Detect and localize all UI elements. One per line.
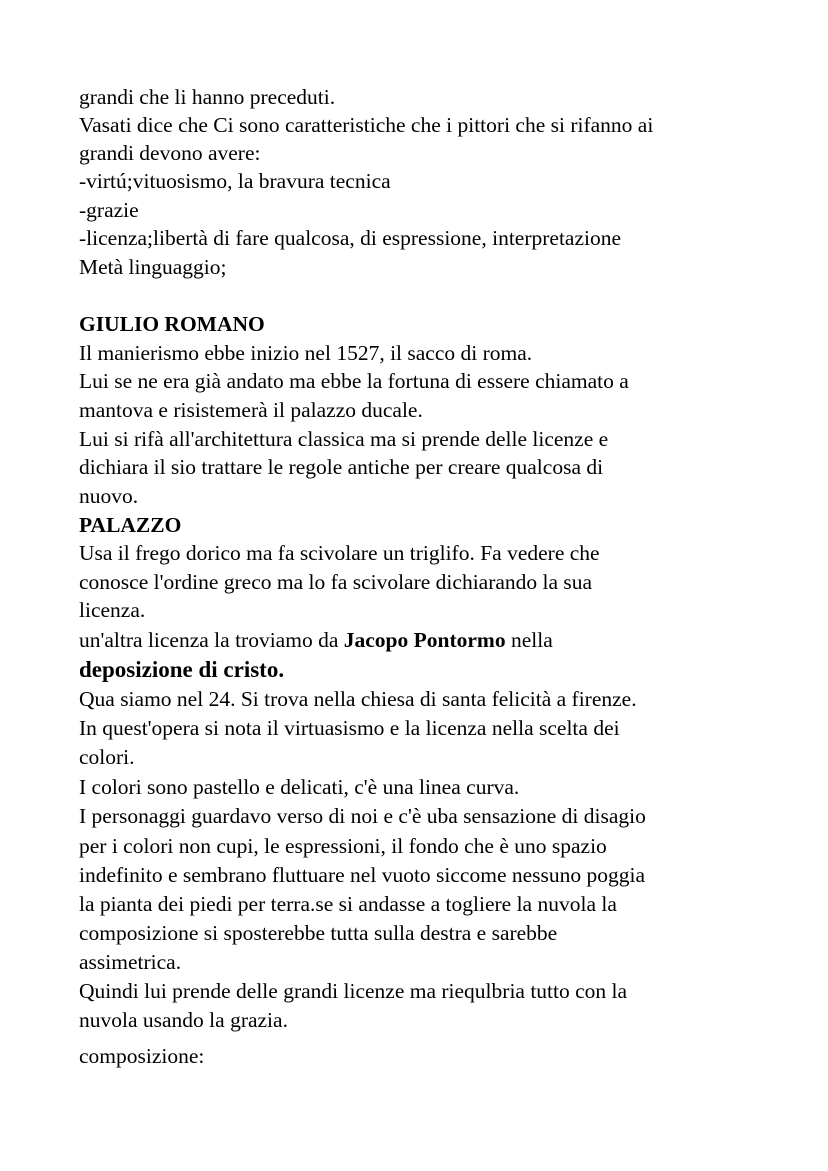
text-line: Qua siamo nel 24. Si trova nella chiesa di santa felicità a firenze. bbox=[79, 687, 637, 711]
text-line: composizione si sposterebbe tutta sulla destra e sarebbe bbox=[79, 921, 558, 945]
text-line bbox=[79, 626, 553, 655]
section-heading: GIULIO ROMANO bbox=[79, 312, 265, 336]
section-heading: PALAZZO bbox=[79, 513, 182, 537]
text-line: I personaggi guardavo verso di noi e c'è uba sensazione di disagio bbox=[79, 804, 646, 828]
text-line: mantova e risistemerà il palazzo ducale. bbox=[79, 398, 423, 422]
text-line: Lui se ne era già andato ma ebbe la fortuna di essere chiamato a bbox=[79, 369, 629, 393]
list-item: -grazie bbox=[79, 198, 139, 222]
text-line: composizione: bbox=[79, 1044, 205, 1068]
text-line: Metà linguaggio; bbox=[79, 255, 227, 279]
text-line: Quindi lui prende delle grandi licenze ma riequlbria tutto con la bbox=[79, 979, 628, 1003]
text-line: colori. bbox=[79, 745, 135, 769]
text-line: grandi devono avere: bbox=[79, 141, 261, 165]
text-fragment: nella bbox=[505, 628, 553, 652]
text-line: In quest'opera si nota il virtuasismo e la licenza nella scelta dei bbox=[79, 716, 620, 740]
text-line: Lui si rifà all'architettura classica ma si prende delle licenze e bbox=[79, 427, 609, 451]
text-line: indefinito e sembrano fluttuare nel vuoto siccome nessuno poggia bbox=[79, 863, 646, 887]
text-line: assimetrica. bbox=[79, 950, 182, 974]
list-item: -virtú;vituosismo, la bravura tecnica bbox=[79, 169, 391, 193]
text-line: licenza. bbox=[79, 598, 146, 622]
text-line: Vasati dice che Ci sono caratteristiche che i pittori che si rifanno ai bbox=[79, 113, 654, 137]
text-fragment: un'altra licenza la troviamo da bbox=[79, 628, 344, 652]
artist-name: Jacopo Pontormo bbox=[343, 628, 506, 652]
list-item: -licenza;libertà di fare qualcosa, di espressione, interpretazione bbox=[79, 226, 622, 250]
text-line: I colori sono pastello e delicati, c'è una linea curva. bbox=[79, 775, 520, 799]
text-line: dichiara il sio trattare le regole antiche per creare qualcosa di bbox=[79, 455, 604, 479]
text-line: nuovo. bbox=[79, 484, 139, 508]
text-line: per i colori non cupi, le espressioni, il fondo che è uno spazio bbox=[79, 834, 607, 858]
text-line: grandi che li hanno preceduti. bbox=[79, 85, 336, 109]
text-line: nuvola usando la grazia. bbox=[79, 1008, 288, 1032]
artwork-title: deposizione di cristo. bbox=[79, 657, 285, 682]
text-line: conosce l'ordine greco ma lo fa scivolare dichiarando la sua bbox=[79, 570, 593, 594]
text-line: la pianta dei piedi per terra.se si andasse a togliere la nuvola la bbox=[79, 892, 617, 916]
text-line: Usa il frego dorico ma fa scivolare un triglifo. Fa vedere che bbox=[79, 541, 600, 565]
text-line: Il manierismo ebbe inizio nel 1527, il sacco di roma. bbox=[79, 341, 533, 365]
